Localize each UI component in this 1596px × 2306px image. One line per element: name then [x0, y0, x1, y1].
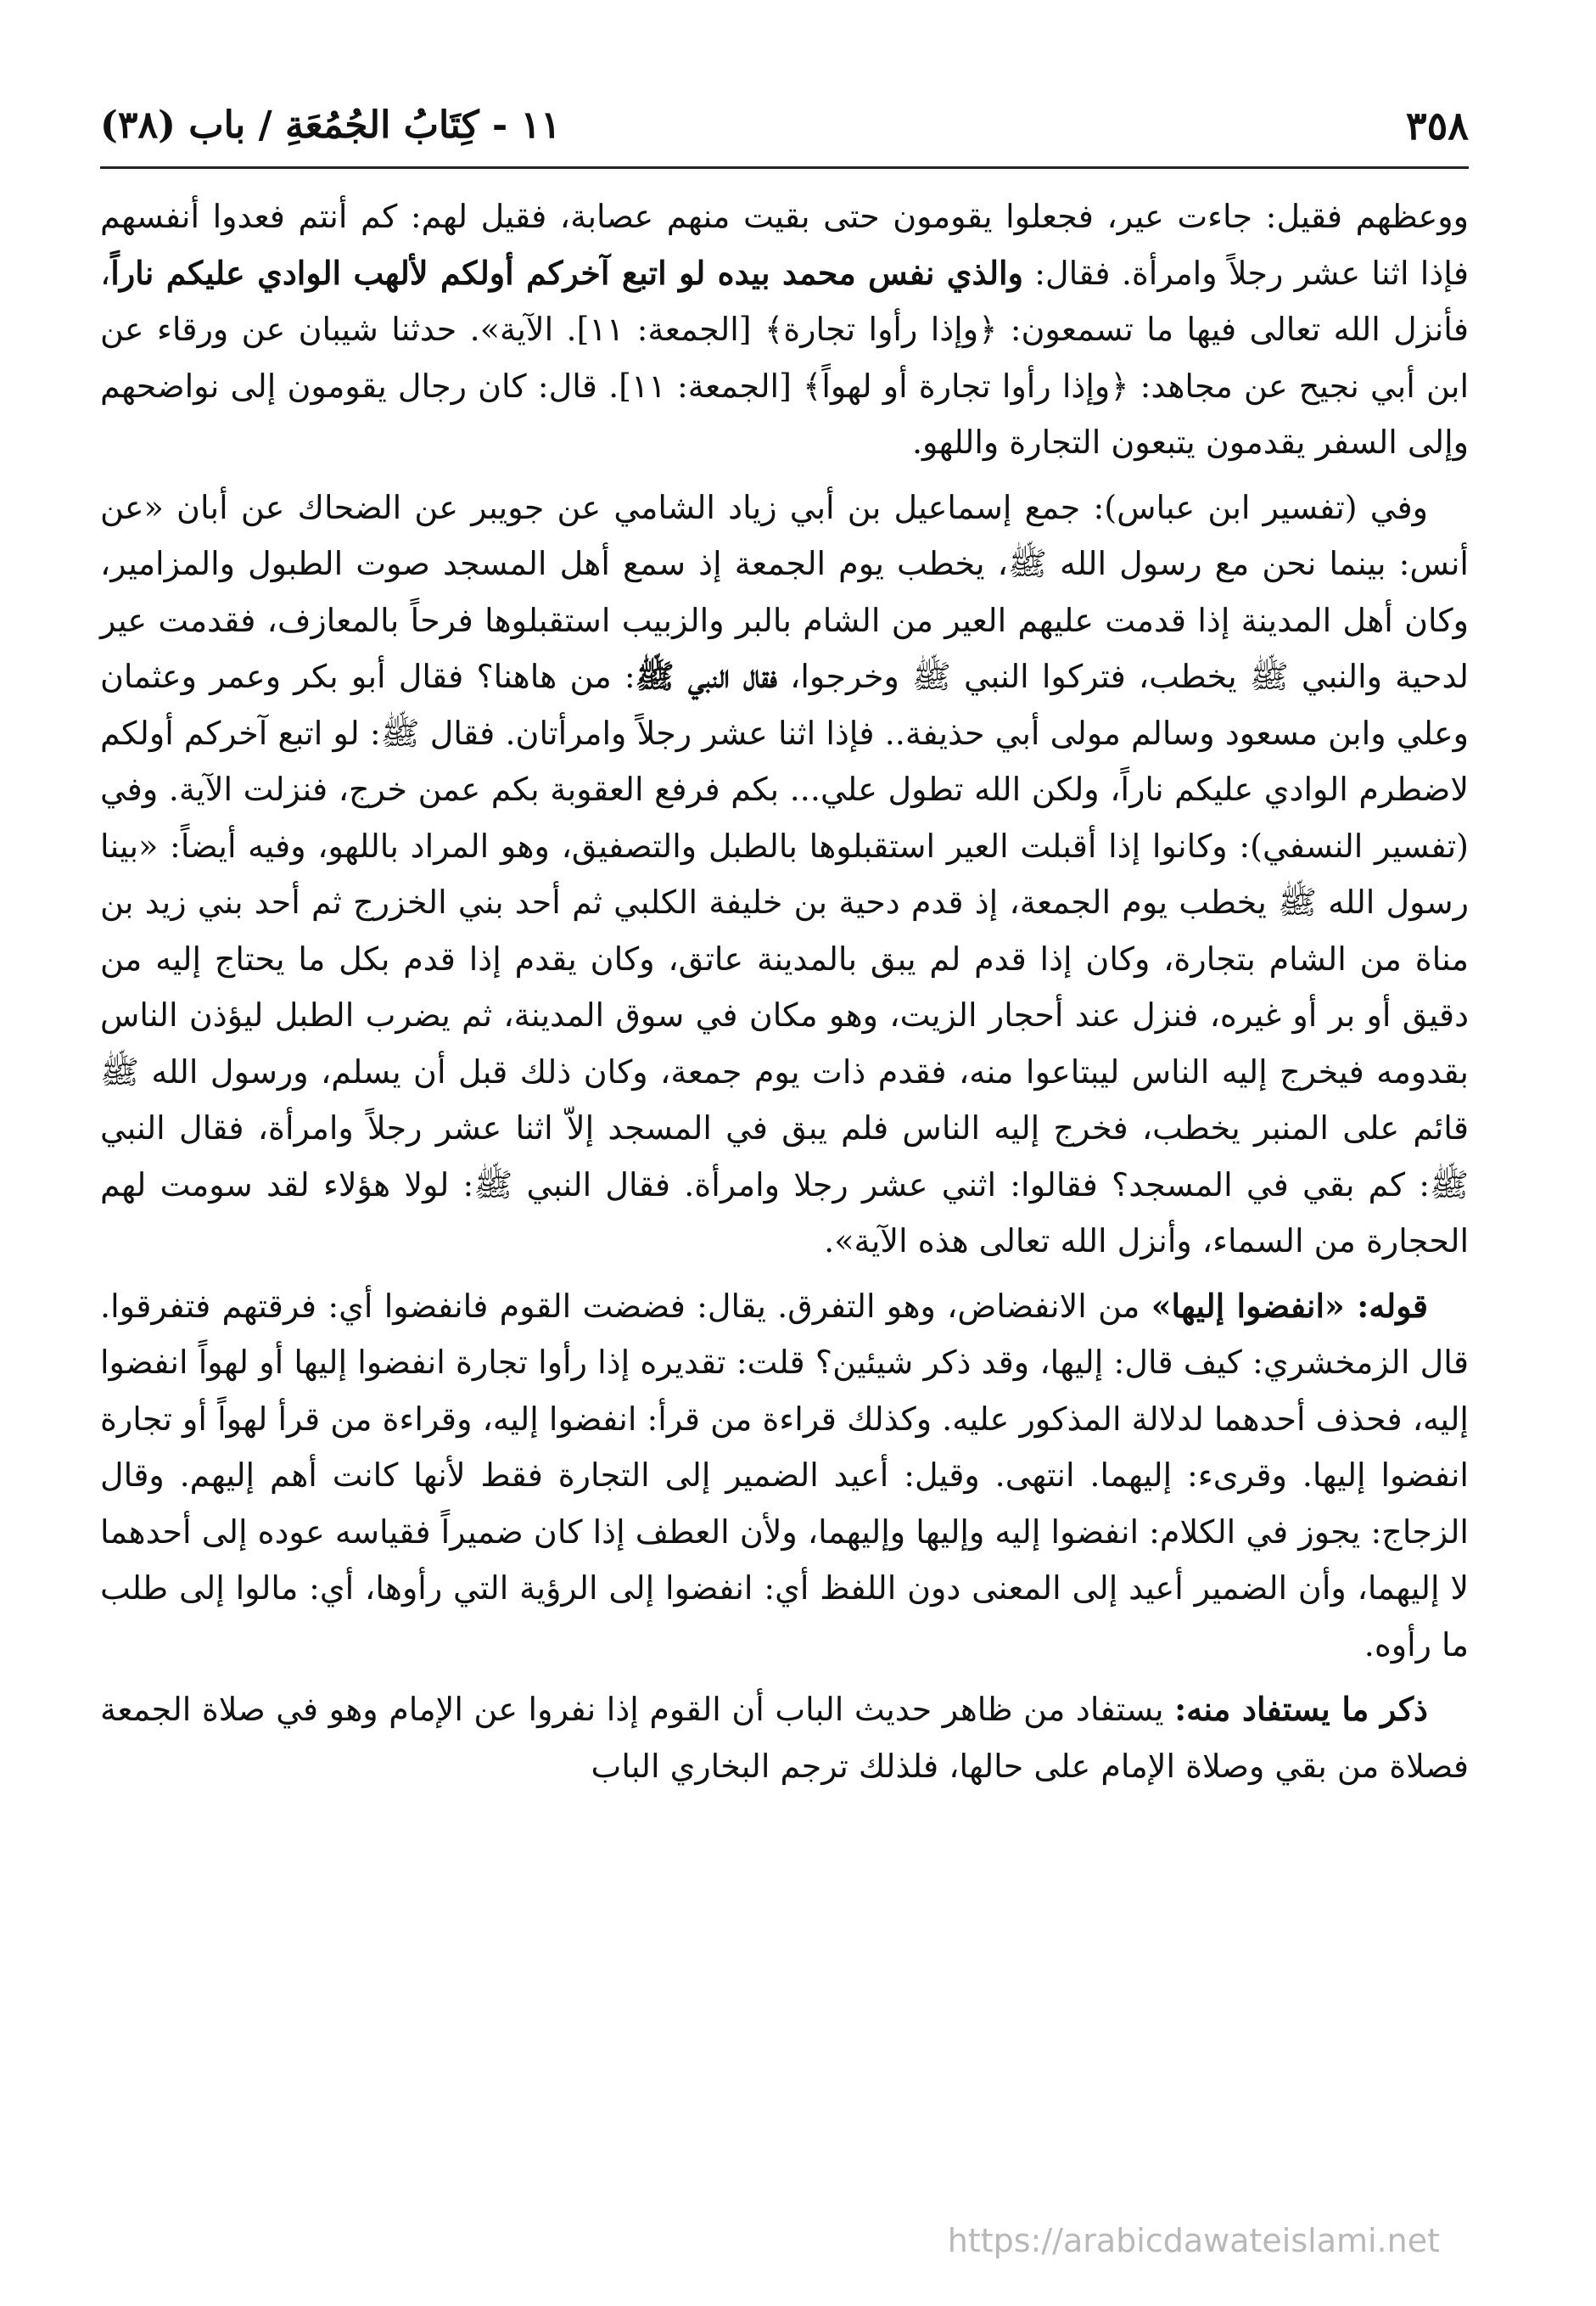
paragraph-1-text-b: ، فأنزل الله تعالى فيها ما تسمعون: ﴿وإذا رأوا تجارة﴾ [الجمعة: ١١]. الآية». حدثنا شيبان عن ورقاء عن ابن أبي نجيح عن مجاهد: ﴿وإذا رأوا تجارة أو لهواً﴾ [الجمعة: ١١]. قال: كان رجال يقومون إلى نواضحهم وإلى السفر يقدمون يتبعون التجارة واللهو. [100, 254, 1470, 461]
watermark-url: https://arabicdawateislami.net [947, 2222, 1440, 2259]
paragraph-4-text: يستفاد من ظاهر حديث الباب أن القوم إذا نفروا عن الإمام وهو في صلاة الجمعة فصلاة من بقي وصلاة الإمام على حالها، فلذلك ترجم البخاري الباب [100, 1691, 1469, 1785]
paragraph-4 [100, 1681, 1469, 1794]
chapter-title: ١١ - كِتَابُ الجُمُعَةِ / باب (٣٨) [100, 104, 561, 147]
paragraph-3-text: من الانفضاض، وهو التفرق. يقال: فضضت القوم فانفضوا أي: فرقتهم فتفرقوا. قال الزمخشري: كيف قال: إليها، وقد ذكر شيئين؟ قلت: تقديره إذا رأوا تجارة انفضوا إليها أو لهواً انفضوا إليه، فحذف أحدهما لدلالة المذكور عليه. وكذلك قراءة من قرأ: انفضوا إليه، وقراءة من قرأ لهواً أو تجارة انفضوا إليها. وقرىء: إليهما. انتهى. وقيل: أعيد الضمير إلى التجارة فقط لأنها كانت أهم إليهم. وقال الزجاج: يجوز في الكلام: انفضوا إليه وإليها وإليهما، ولأن العطف إذا كان ضميراً فقياسه عوده إلى أحدهما لا إليهما، وأن الضمير أعيد إلى المعنى دون اللفظ أي: انفضوا إلى الرؤية التي رأوها، أي: مالوا إلى طلب ما رأوه. [100, 1287, 1469, 1664]
main-text [100, 188, 1469, 1803]
paragraph-3 [100, 1278, 1469, 1674]
paragraph-2-text-b: : من هاهنا؟ فقال أبو بكر وعمر وعثمان وعلي وابن مسعود وسالم مولى أبي حذيفة.. فإذا اثنا عشر رجلاً وامرأتان. فقال ﷺ: لو اتبع آخركم أولكم لاضطرم الوادي عليكم ناراً، ولكن الله تطول علي... بكم فرفع العقوبة بكم عمن خرج، فنزلت الآية. وفي (تفسير النسفي): وكانوا إذا أقبلت العير استقبلوها بالطبل والتصفيق، وهو المراد باللهو، وفيه أيضاً: «بينا رسول الله ﷺ يخطب يوم الجمعة، إذ قدم دحية بن خليفة الكلبي ثم أحد بني الخزرج ثم أحد بني زيد بن مناة من الشام بتجارة، وكان إذا قدم لم يبق بالمدينة عاتق، وكان يقدم إذا قدم بكل ما يحتاج إليه من دقيق أو بر أو غيره، فنزل عند أحجار الزيت، وهو مكان في سوق المدينة، ثم يضرب الطبل ليؤذن الناس بقدومه فيخرج إليه الناس ليبتاعوا منه، فقدم ذات يوم جمعة، وكان ذلك قبل أن يسلم، ورسول الله ﷺ قائم على المنبر يخطب، فخرج إليه الناس فلم يبق في المسجد إلاّ اثنا عشر رجلاً وامرأة، فقال النبي ﷺ: كم بقي في المسجد؟ فقالوا: اثني عشر رجلا وامرأة. فقال النبي ﷺ: لولا هؤلاء لقد سومت لهم الحجارة من السماء، وأنزل الله تعالى هذه الآية». [100, 658, 1469, 1260]
hadith-quote-bold: والذي نفس محمد بيده لو اتبع آخركم أولكم لألهب الوادي عليكم ناراً [110, 253, 1023, 292]
paragraph-1-text-a: ووعظهم فقيل: جاءت عير، فجعلوا يقومون حتى بقيت منهم عصابة، فقيل لهم: كم أنتم فعدوا أنفسهم فإذا اثنا عشر رجلاً وامرأة. فقال: [100, 198, 1469, 292]
running-header [100, 100, 1469, 160]
page-number: ٣٥٨ [1405, 103, 1469, 149]
qawluhu-heading: قوله: «انفضوا إليها» [1151, 1286, 1428, 1325]
paragraph-2-text-a: وفي (تفسير ابن عباس): جمع إسماعيل بن أبي زياد الشامي عن جويبر عن الضحاك عن أبان «عن أنس: بينما نحن مع رسول الله ﷺ، يخطب يوم الجمعة إذ سمع أهل المسجد صوت الطبول والمزامير، وكان أهل المدينة إذا قدمت عليهم العير من الشام بالبر والزبيب استقبلوها فرحاً بالمعازف، فقدمت عير لدحية والنبي ﷺ يخطب، فتركوا النبي ﷺ وخرجوا، [100, 488, 1470, 695]
prophet-speech-bold: فقال النبي ﷺ [635, 657, 777, 695]
paragraph-2 [100, 480, 1469, 1270]
benefits-heading: ذكر ما يستفاد منه: [1174, 1690, 1428, 1728]
header-divider [100, 166, 1469, 169]
paragraph-1 [100, 188, 1469, 471]
